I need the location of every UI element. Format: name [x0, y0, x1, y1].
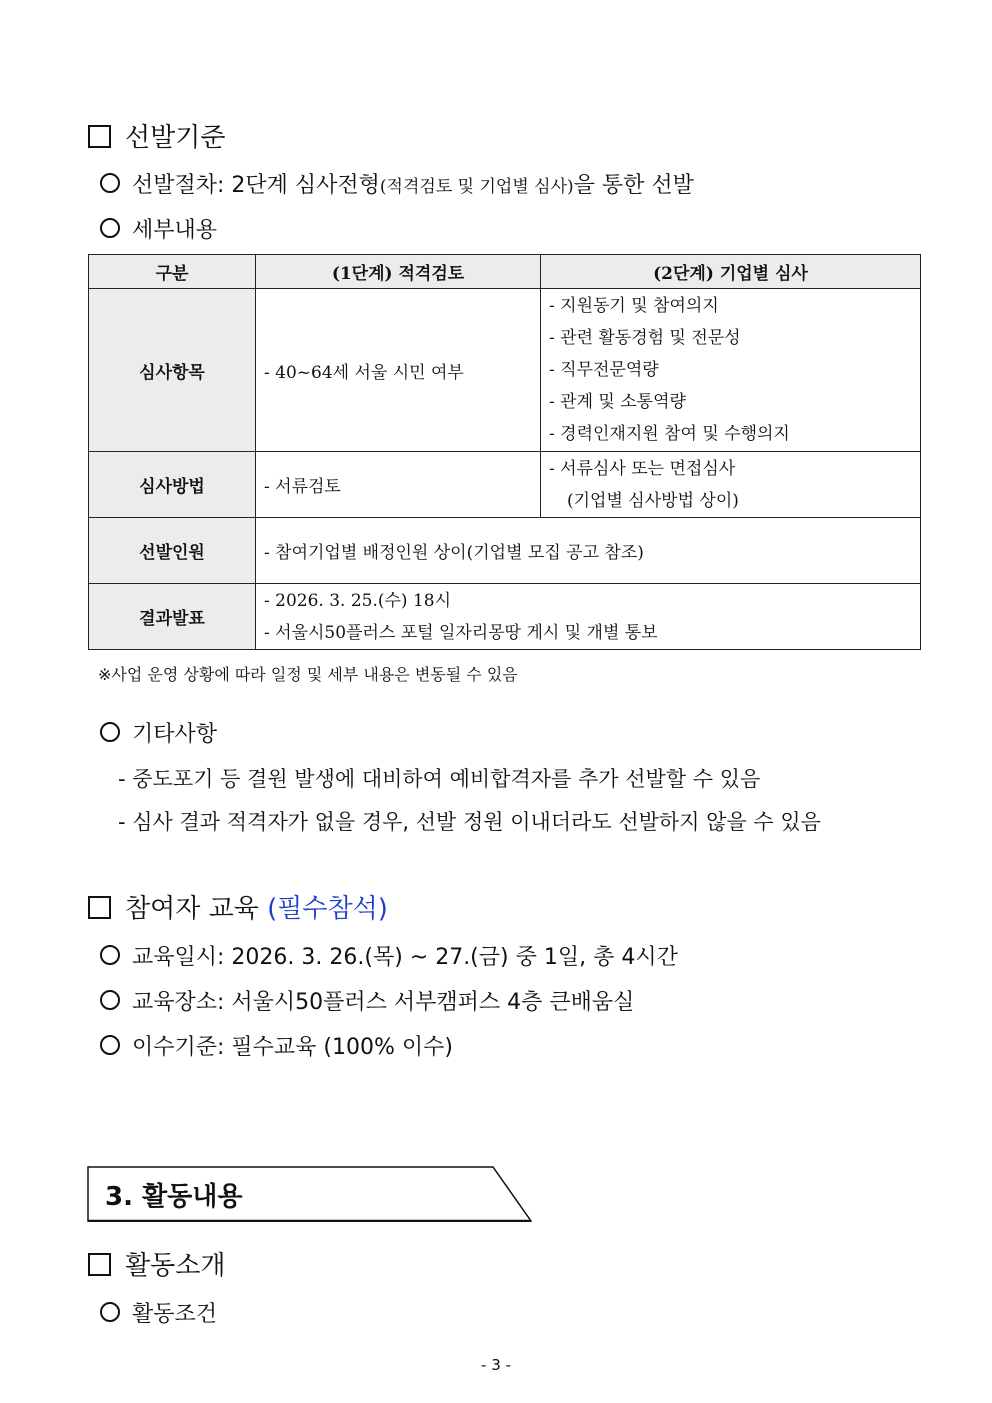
misc-item: - 심사 결과 적격자가 없을 경우, 선발 정원 이내더라도 선발하지 않을 수 있음 — [118, 810, 821, 834]
page-number: - 3 - — [481, 1356, 511, 1374]
row-label-result: 결과발표 — [89, 584, 256, 650]
circle-bullet-icon — [100, 1035, 120, 1055]
table-note: ※사업 운영 상황에 따라 일정 및 세부 내용은 변동될 수 있음 — [98, 665, 518, 684]
cell-items-stage2: - 지원동기 및 참여의지 - 관련 활동경험 및 전문성 - 직무전문역량 - 관계 및 소통역량 - 경력인재지원 참여 및 수행의지 — [541, 289, 921, 452]
circle-bullet-icon — [100, 173, 120, 193]
cell-items-stage1: - 40~64세 서울 시민 여부 — [256, 289, 541, 452]
section-selection-title: 선발기준 — [88, 117, 225, 154]
square-bullet-icon — [88, 125, 111, 148]
selection-criteria-table — [88, 254, 921, 650]
table-row — [89, 452, 921, 518]
header-stage2: (2단계) 기업별 심사 — [541, 255, 921, 289]
row-label-items: 심사항목 — [89, 289, 256, 452]
circle-bullet-icon — [100, 945, 120, 965]
table-row — [89, 289, 921, 452]
row-label-headcount: 선발인원 — [89, 518, 256, 584]
selection-procedure: 선발절차: 2단계 심사전형(적격검토 및 기업별 심사)을 통한 선발 — [100, 168, 694, 199]
section-activity-intro-title: 활동소개 — [88, 1245, 225, 1282]
section-education-title: 참여자 교육 (필수참석) — [88, 888, 388, 925]
header-stage1: (1단계) 적격검토 — [256, 255, 541, 289]
cell-method-stage1: - 서류검토 — [256, 452, 541, 518]
misc-title: 기타사항 — [100, 717, 217, 748]
activity-conditions-label: 활동조건 — [100, 1297, 217, 1328]
selection-details-label: 세부내용 — [100, 213, 217, 244]
section-3-heading: 3. 활동내용 — [87, 1166, 532, 1222]
header-category: 구분 — [89, 255, 256, 289]
circle-bullet-icon — [100, 218, 120, 238]
table-row — [89, 584, 921, 650]
table-row — [89, 518, 921, 584]
cell-method-stage2: - 서류심사 또는 면접심사 (기업별 심사방법 상이) — [541, 452, 921, 518]
circle-bullet-icon — [100, 990, 120, 1010]
row-label-method: 심사방법 — [89, 452, 256, 518]
misc-item: - 중도포기 등 결원 발생에 대비하여 예비합격자를 추가 선발할 수 있음 — [118, 767, 761, 791]
square-bullet-icon — [88, 896, 111, 919]
circle-bullet-icon — [100, 1302, 120, 1322]
circle-bullet-icon — [100, 722, 120, 742]
cell-result: - 2026. 3. 25.(수) 18시 - 서울시50플러스 포털 일자리몽땅 게시 및 개별 통보 — [256, 584, 921, 650]
education-item: 교육장소: 서울시50플러스 서부캠퍼스 4층 큰배움실 — [100, 985, 634, 1016]
education-item: 이수기준: 필수교육 (100% 이수) — [100, 1030, 453, 1061]
square-bullet-icon — [88, 1253, 111, 1276]
cell-headcount: - 참여기업별 배정인원 상이(기업별 모집 공고 참조) — [256, 518, 921, 584]
required-attendance-label: (필수참석) — [267, 894, 388, 924]
education-item: 교육일시: 2026. 3. 26.(목) ~ 27.(금) 중 1일, 총 4시간 — [100, 940, 678, 971]
table-header-row — [89, 255, 921, 289]
